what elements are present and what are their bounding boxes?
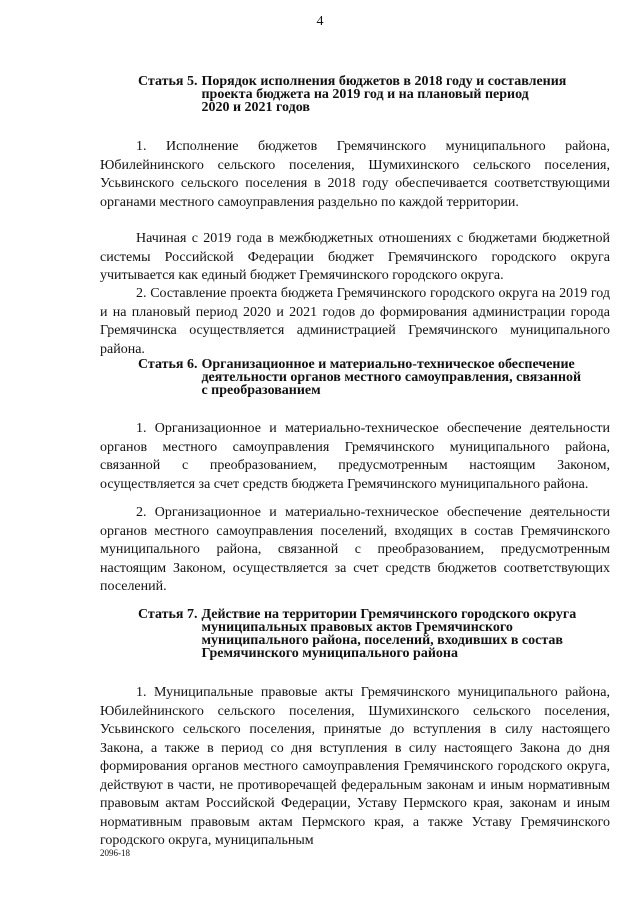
article-7-title-line: Гремячинского муниципального района: [201, 646, 458, 660]
article-7-label: Статья 7.: [138, 607, 198, 622]
document-code: 2096-18: [100, 848, 130, 858]
article-5-heading: [138, 75, 618, 114]
article-6-paragraph: 2. Организационное и материально-техническое обеспечение деятельности органов местного самоуправления поселений, входящих в состав Гремячинского муниципального района, связанной с преобразованием, предусмотренным настоящим Законом, осуществляется за счет средств бюджетов соответствующих поселений.: [100, 505, 610, 594]
article-5-paragraph: 1. Исполнение бюджетов Гремячинского муниципального района, Юбилейнинского сельского поселения, Шумихинского сельского поселения, Усьвинского сельского поселения в 2018 году обеспечивается соответствующими органами местного самоуправления раздельно по каждой территории.: [100, 139, 610, 210]
article-7-heading: [138, 608, 618, 660]
article-5-paragraph: 2. Составление проекта бюджета Гремячинского городского округа на 2019 год и на плановый период 2020 и 2021 годов до формирования администрации города Гремячинска осуществляется администрацией Гремячинского муниципального района.: [100, 286, 610, 357]
article-7-paragraph: 1. Муниципальные правовые акты Гремячинского муниципального района, Юбилейнинского сельского поселения, Шумихинского сельского поселения, Усьвинского сельского поселения, принятые до вступления в силу настоящего Закона, а также в период со дня вступления в силу настоящего Закона до дня формирования органов местного самоуправления Гремячинского городского округа, действуют в части, не противоречащей федеральным законам и иным нормативным правовым актам Российской Федерации, Уставу Пермского края, законам и иным нормативным правовым актам Пермского края, а также Уставу Гремячинского городского округа, муниципальным: [100, 685, 610, 848]
article-6-label: Статья 6.: [138, 357, 198, 372]
article-7-title-line: муниципальных правовых актов Гремячинского: [201, 620, 513, 635]
article-5-title-line: Порядок исполнения бюджетов в 2018 году и составления: [201, 75, 567, 89]
article-5-title-line: 2020 и 2021 годов: [201, 100, 310, 114]
article-7-title-line: муниципального района, поселений, входивших в состав: [201, 633, 563, 648]
page-number: 4: [316, 14, 324, 29]
article-6-title-line: Организационное и материально-техническое обеспечение: [201, 358, 575, 372]
article-6-title-line: с преобразованием: [201, 383, 321, 397]
article-6-paragraph: 1. Организационное и материально-техническое обеспечение деятельности органов местного самоуправления Гремячинского муниципального района, связанной с преобразованием, предусмотренным настоящим Законом, осуществляется за счет средств бюджета Гремячинского муниципального района.: [100, 421, 610, 492]
article-6-title-line: деятельности органов местного самоуправления, связанной: [201, 370, 582, 385]
article-5-paragraph: Начиная с 2019 года в межбюджетных отношениях с бюджетами бюджетной системы Российской Федерации бюджет Гремячинского городского округа учитывается как единый бюджет Гремячинского городского округа.: [100, 231, 610, 283]
article-6-heading: [138, 358, 618, 397]
article-5-title-line: проекта бюджета на 2019 год и на плановый период: [201, 87, 529, 102]
article-7-title-line: Действие на территории Гремячинского городского округа: [201, 608, 577, 622]
article-5-label: Статья 5.: [138, 74, 198, 89]
